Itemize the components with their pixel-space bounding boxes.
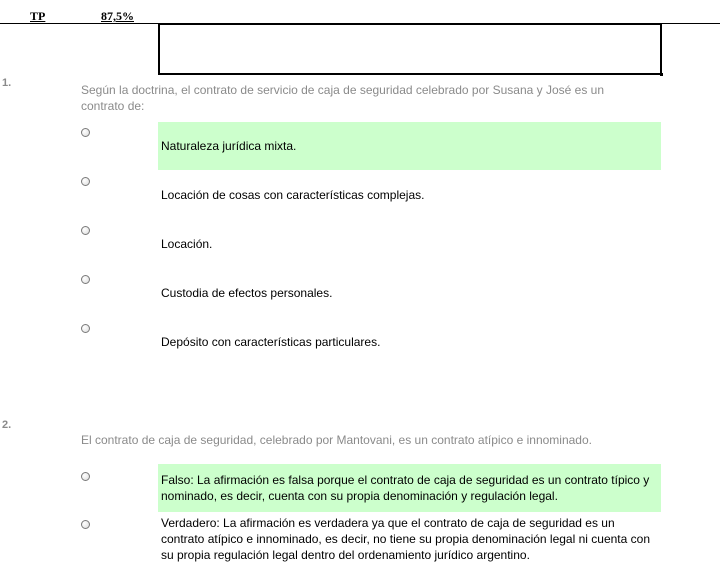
question-1-option-2[interactable] xyxy=(158,171,661,219)
question-2-option-2[interactable] xyxy=(158,513,661,565)
question-1-number: 1. xyxy=(2,77,12,89)
option-label: Locación. xyxy=(161,237,213,251)
feedback-box xyxy=(158,23,662,75)
question-1-option-3-radio[interactable] xyxy=(81,226,90,235)
question-1-option-1-radio[interactable] xyxy=(81,128,90,137)
option-label: Verdadero: La afirmación es verdadera ya que el contrato de caja de seguridad es un contrato atípico e innominado, es decir, no tiene su propia denominación legal ni cuenta con su propia regulación legal dentro del ordenamiento jurídico argentino. xyxy=(161,516,650,562)
question-1-option-2-radio[interactable] xyxy=(81,177,90,186)
question-2-number: 2. xyxy=(2,419,12,431)
question-1-option-3[interactable] xyxy=(158,220,661,268)
option-label: Custodia de efectos personales. xyxy=(161,286,333,300)
question-2-option-1-radio[interactable] xyxy=(81,472,90,481)
option-label: Depósito con características particulares. xyxy=(161,335,381,349)
question-1-option-4-radio[interactable] xyxy=(81,275,90,284)
question-1-option-1[interactable] xyxy=(158,122,661,170)
question-1-option-4[interactable] xyxy=(158,269,661,317)
question-2-option-2-radio[interactable] xyxy=(81,520,90,529)
question-1-option-5[interactable] xyxy=(158,318,661,366)
question-1-option-5-radio[interactable] xyxy=(81,324,90,333)
option-label: Naturaleza jurídica mixta. xyxy=(161,139,297,153)
question-2-option-1[interactable] xyxy=(158,464,661,512)
question-1-text: Según la doctrina, el contrato de servicio de caja de seguridad celebrado por Susana y José es un contrato de: xyxy=(81,83,604,113)
option-label: Falso: La afirmación es falsa porque el contrato de caja de seguridad es un contrato típico y nominado, es decir, cuenta con su propia denominación y regulación legal. xyxy=(161,473,650,503)
tp-label: TP xyxy=(30,9,46,23)
option-label: Locación de cosas con características complejas. xyxy=(161,188,425,202)
question-2-text: El contrato de caja de seguridad, celebrado por Mantovani, es un contrato atípico e innominado. xyxy=(81,433,592,447)
score-value: 87,5% xyxy=(101,9,134,23)
